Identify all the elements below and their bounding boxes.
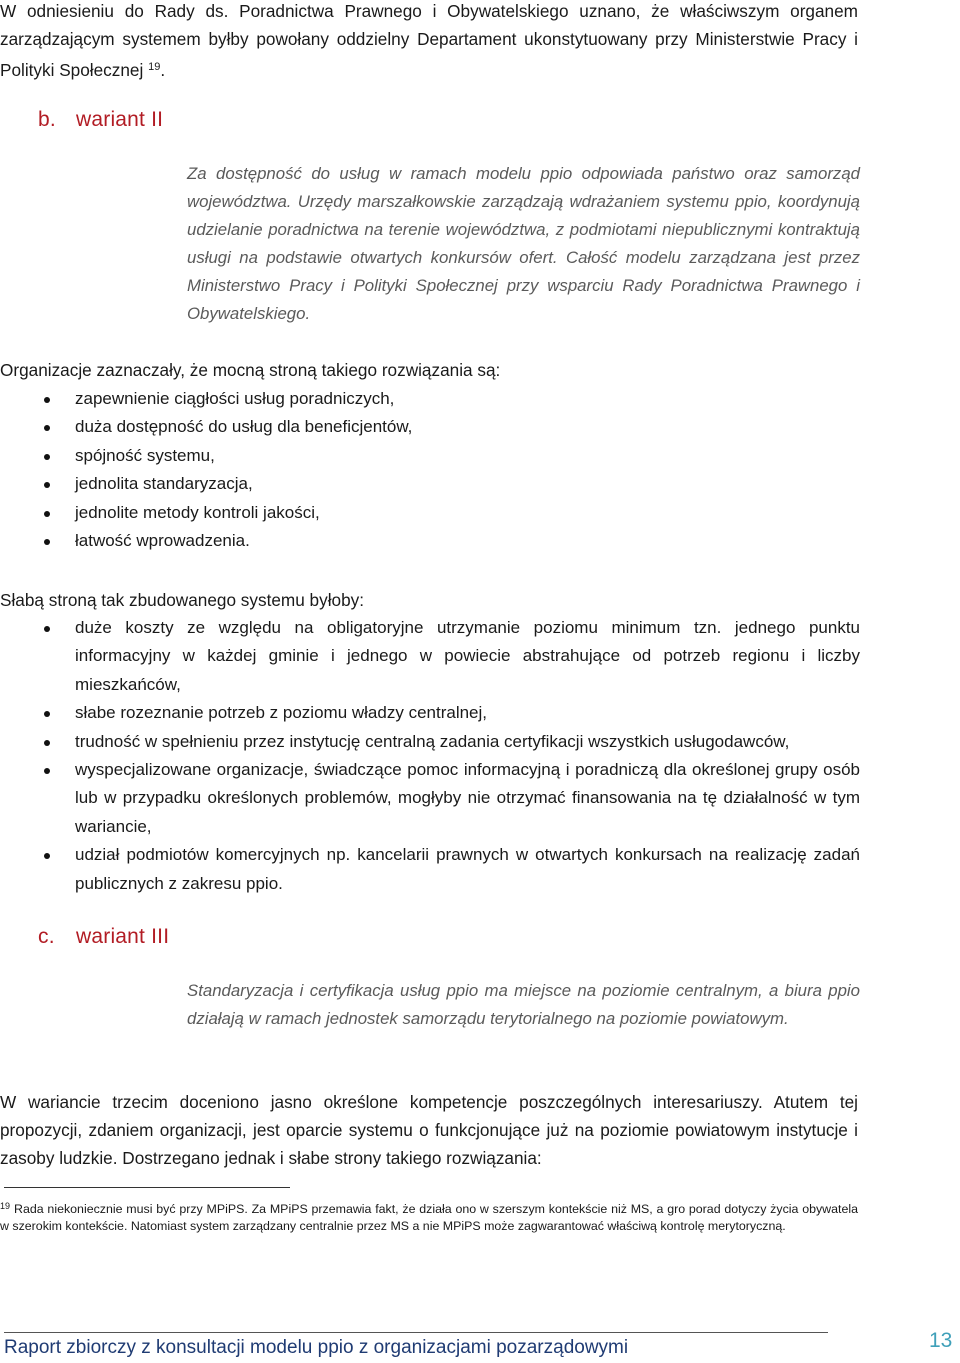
heading-label: b. [38, 108, 56, 131]
bullet-icon [44, 768, 50, 774]
intro-paragraph [0, 0, 858, 84]
item-text: udział podmiotów komercyjnych np. kancelarii prawnych w otwartych konkursach na realizację zadań publicznych z zakresu ppio. [75, 845, 860, 893]
bullet-icon [44, 482, 50, 488]
closing-paragraph: W wariancie trzecim doceniono jasno określone kompetencje poszczególnych interesariuszy. Atutem tej propozycji, zdaniem organizacji, jest oparcie systemu o funkcjonujące już na poziomie powiatowym instytucje i zasoby ludzkie. Dostrzegano jednak i słabe strony takiego rozwiązania: [0, 1092, 858, 1168]
footnote-divider [4, 1187, 290, 1188]
bullet-icon [44, 711, 50, 717]
footnote [0, 1198, 858, 1234]
list-item [0, 499, 860, 527]
strengths-intro: Organizacje zaznaczały, że mocną stroną takiego rozwiązania są: [0, 360, 501, 380]
intro-tail: . [160, 60, 166, 80]
strengths-list [0, 385, 860, 555]
list-item [0, 413, 860, 441]
item-text: jednolite metody kontroli jakości, [75, 502, 320, 522]
item-text: duże koszty ze względu na obligatoryjne utrzymanie poziomu minimum tzn. jednego punktu informacyjny w każdej gminie i jednego w powiecie abstrahujące od potrzeb regionu i liczby mieszkańców, [75, 618, 860, 694]
footnote-number: 19 [0, 1201, 11, 1211]
bullet-icon [44, 853, 50, 859]
intro-text: W odniesieniu do Rady ds. Poradnictwa Prawnego i Obywatelskiego uznano, że właściwszym organem zarządzającym systemem byłby powołany oddzielny Departament ukonstytuowany przy Ministerstwie Pracy i Polityki Społecznej [0, 1, 858, 80]
bullet-icon [44, 511, 50, 517]
item-text: słabe rozeznanie potrzeb z poziomu władzy centralnej, [75, 703, 488, 723]
list-item [0, 841, 860, 898]
footer-title: Raport zbiorczy z konsultacji modelu ppio z organizacjami pozarządowymi [4, 1337, 629, 1358]
weaknesses-list [0, 614, 860, 898]
bullet-icon [44, 626, 50, 632]
bullet-icon [44, 397, 50, 403]
list-item [0, 442, 860, 470]
page-number: 13 [929, 1329, 953, 1352]
list-item [0, 699, 860, 727]
bullet-icon [44, 740, 50, 746]
variant-b-description: Za dostępność do usług w ramach modelu ppio odpowiada państwo oraz samorząd województwa. Urzędy marszałkowskie zarządzają wdrażaniem systemu ppio, koordynują udzielanie poradnictwa na terenie województwa, z podmiotami niepublicznymi kontraktują usługi na podstawie otwartych konkursów ofert. Całość modelu zarządzana jest przez Ministerstwo Pracy i Polityki Społecznej przy wsparciu Rady Poradnictwa Prawnego i Obywatelskiego. [187, 164, 860, 323]
heading-variant-c [38, 923, 169, 951]
item-text: trudność w spełnieniu przez instytucję centralną zadania certyfikacji wszystkich usługodawców, [75, 731, 790, 751]
heading-title: wariant III [76, 925, 170, 948]
list-item [0, 728, 860, 756]
variant-c-description: Standaryzacja i certyfikacja usług ppio ma miejsce na poziomie centralnym, a biura ppio działają w ramach jednostek samorządu terytorialnego na poziomie powiatowym. [187, 981, 860, 1028]
item-text: łatwość wprowadzenia. [75, 531, 250, 551]
list-item [0, 385, 860, 413]
footer-divider [4, 1332, 828, 1333]
weaknesses-intro: Słabą stroną tak zbudowanego systemu byłoby: [0, 590, 365, 610]
list-item [0, 470, 860, 498]
heading-label: c. [38, 925, 55, 948]
list-item [0, 527, 860, 555]
item-text: jednolita standaryzacja, [75, 474, 253, 494]
heading-variant-b [38, 106, 163, 134]
bullet-icon [44, 425, 50, 431]
list-item [0, 614, 860, 699]
list-item [0, 756, 860, 841]
item-text: duża dostępność do usług dla beneficjentów, [75, 417, 413, 437]
item-text: spójność systemu, [75, 445, 215, 465]
item-text: zapewnienie ciągłości usług poradniczych, [75, 389, 395, 408]
bullet-icon [44, 454, 50, 460]
heading-title: wariant II [76, 108, 164, 131]
item-text: wyspecjalizowane organizacje, świadczące pomoc informacyjną i poradniczą dla określonej grupy osób lub w przypadku określonych problemów, mogłyby nie otrzymać finansowania na tę działalność w tym wariancie, [75, 760, 860, 836]
footnote-text: Rada niekoniecznie musi być przy MPiPS. Za MPiPS przemawia fakt, że działa ono w szerszym kontekście niż MS, a gro porad dotyczy życia obywatela w szerokim kontekście. Natomiast system zarządzany centralnie przez MS a nie MPiPS może zagwarantować właściwą kontrolę merytoryczną. [0, 1202, 858, 1233]
footnote-ref[interactable]: 19 [148, 61, 161, 73]
bullet-icon [44, 539, 50, 545]
